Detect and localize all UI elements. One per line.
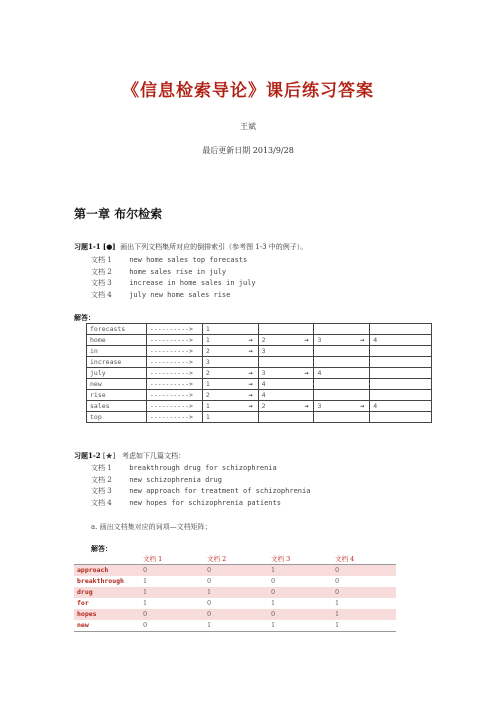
posting-cell <box>258 401 314 412</box>
matrix-cell: 0 <box>140 609 204 620</box>
posting-cell <box>370 346 432 357</box>
posting-cell <box>202 379 258 390</box>
posting-cell <box>370 390 432 401</box>
exercise-prompt: 画出下列文档集所对应的倒排索引（参考图 1-3 中的例子）。 <box>120 243 308 251</box>
posting-doc-id: 2 <box>205 369 210 377</box>
matrix-row <box>74 587 396 598</box>
posting-doc-id: 1 <box>205 413 210 421</box>
matrix-cell: 0 <box>268 609 332 620</box>
exercise-label: 习题1-1 <box>74 242 101 251</box>
doc-line: 文档 4 new hopes for schizophrenia patients <box>91 498 281 507</box>
pointer-arrow: ----------> <box>146 346 202 357</box>
next-posting-arrow-icon: → <box>304 402 309 410</box>
matrix-corner <box>74 553 140 565</box>
posting-doc-id: 3 <box>261 347 266 355</box>
next-posting-arrow-icon: → <box>304 369 309 377</box>
exercise-1-1-docs <box>91 255 256 301</box>
doc-line: 文档 4 july new home sales rise <box>91 290 231 299</box>
next-posting-arrow-icon: → <box>248 347 253 355</box>
matrix-header: 文档 2 <box>204 553 268 565</box>
pointer-arrow: ----------> <box>146 335 202 346</box>
index-row <box>87 412 432 423</box>
posting-cell <box>202 390 258 401</box>
exercise-1-2-docs <box>91 463 310 509</box>
matrix-cell: 0 <box>207 577 212 585</box>
next-posting-arrow-icon: → <box>248 391 253 399</box>
index-row <box>87 379 432 390</box>
exercise-1-2-heading <box>74 451 185 461</box>
difficulty-mark: [★] <box>102 452 116 460</box>
doc-line: 文档 1 breakthrough drug for schizophrenia <box>91 464 277 472</box>
index-term: increase <box>87 357 147 368</box>
matrix-term: for <box>77 599 89 607</box>
posting-doc-id: 4 <box>317 369 322 377</box>
answer-label: 解答： <box>74 313 95 322</box>
matrix-cell: 1 <box>268 565 332 577</box>
matrix-cell: 0 <box>204 565 268 577</box>
posting-doc-id: 3 <box>261 369 266 377</box>
posting-doc-id: 4 <box>373 336 378 344</box>
posting-cell <box>370 335 432 346</box>
posting-cell <box>258 412 314 423</box>
last-updated: 最后更新日期 2013/9/28 <box>202 146 294 155</box>
exercise-label: 习题1-2 <box>74 451 101 460</box>
posting-cell <box>370 357 432 368</box>
matrix-cell: 1 <box>204 620 268 632</box>
posting-doc-id: 3 <box>317 336 322 344</box>
posting-cell <box>314 357 370 368</box>
matrix-cell: 1 <box>268 620 332 632</box>
index-row <box>87 368 432 379</box>
matrix-cell: 0 <box>271 577 276 585</box>
posting-cell <box>202 368 258 379</box>
posting-cell <box>202 357 258 368</box>
posting-cell <box>314 401 370 412</box>
answer-label: 解答： <box>91 544 112 553</box>
pointer-arrow: ----------> <box>146 357 202 368</box>
index-term: top <box>87 412 147 423</box>
exercise-1-1-heading <box>74 242 307 252</box>
matrix-cell: 0 <box>268 587 332 598</box>
matrix-cell: 1 <box>143 599 148 607</box>
matrix-cell: 1 <box>271 599 276 607</box>
matrix-cell: 0 <box>140 565 204 577</box>
matrix-row <box>74 576 396 587</box>
posting-doc-id: 4 <box>261 380 266 388</box>
matrix-cell: 0 <box>207 599 212 607</box>
posting-doc-id: 4 <box>261 391 266 399</box>
posting-cell <box>314 335 370 346</box>
matrix-header: 文档 3 <box>268 553 332 565</box>
matrix-cell: 0 <box>204 609 268 620</box>
doc-line: 文档 2 new schizophrenia drug <box>91 475 222 484</box>
doc-line: 文档 2 home sales rise in july <box>91 267 227 276</box>
posting-cell <box>202 412 258 423</box>
matrix-cell: 0 <box>335 577 340 585</box>
posting-doc-id: 4 <box>373 402 378 410</box>
matrix-cell: 1 <box>332 609 396 620</box>
posting-doc-id: 3 <box>205 358 210 366</box>
doc-line: 文档 3 increase in home sales in july <box>91 279 256 287</box>
next-posting-arrow-icon: → <box>248 336 253 344</box>
posting-doc-id: 1 <box>205 325 210 333</box>
pointer-arrow: ----------> <box>146 401 202 412</box>
matrix-term: drug <box>74 587 140 598</box>
matrix-cell: 1 <box>204 587 268 598</box>
matrix-row <box>74 598 396 609</box>
posting-cell <box>202 401 258 412</box>
posting-cell <box>258 357 314 368</box>
posting-cell <box>370 401 432 412</box>
matrix-cell: 1 <box>335 599 340 607</box>
posting-doc-id: 1 <box>205 402 210 410</box>
posting-cell <box>314 346 370 357</box>
pointer-arrow: ----------> <box>146 390 202 401</box>
matrix-row <box>74 620 396 632</box>
posting-cell <box>258 324 314 335</box>
pointer-arrow: ----------> <box>146 324 202 335</box>
index-term: home <box>87 335 147 346</box>
chapter-heading: 第一章 布尔检索 <box>74 207 163 221</box>
posting-cell <box>370 368 432 379</box>
next-posting-arrow-icon: → <box>304 336 309 344</box>
index-term: july <box>87 368 147 379</box>
matrix-header-row <box>74 553 396 565</box>
index-term: in <box>87 346 147 357</box>
next-posting-arrow-icon: → <box>248 380 253 388</box>
matrix-header: 文档 1 <box>140 553 204 565</box>
pointer-arrow: ----------> <box>146 412 202 423</box>
matrix-term: breakthrough <box>77 577 124 585</box>
posting-cell <box>258 379 314 390</box>
matrix-term: hopes <box>74 609 140 620</box>
index-row <box>87 346 432 357</box>
doc-line: 文档 3 new approach for treatment of schizophrenia <box>91 487 311 495</box>
matrix-cell: 0 <box>140 620 204 632</box>
next-posting-arrow-icon: → <box>248 402 253 410</box>
next-posting-arrow-icon: → <box>360 336 365 344</box>
posting-doc-id: 2 <box>261 336 266 344</box>
index-term: new <box>87 379 147 390</box>
pointer-arrow: ----------> <box>146 368 202 379</box>
matrix-cell: 1 <box>332 620 396 632</box>
index-term: forecasts <box>87 324 147 335</box>
index-row <box>87 324 432 335</box>
posting-doc-id: 2 <box>261 402 266 410</box>
posting-doc-id: 3 <box>317 402 322 410</box>
next-posting-arrow-icon: → <box>248 369 253 377</box>
posting-cell <box>258 335 314 346</box>
posting-cell <box>370 379 432 390</box>
posting-cell <box>370 412 432 423</box>
posting-cell <box>314 379 370 390</box>
matrix-cell: 0 <box>332 565 396 577</box>
posting-doc-id: 1 <box>205 336 210 344</box>
index-term: rise <box>87 390 147 401</box>
matrix-term: new <box>74 620 140 632</box>
index-term: sales <box>87 401 147 412</box>
posting-cell <box>202 346 258 357</box>
next-posting-arrow-icon: → <box>360 402 365 410</box>
index-row <box>87 335 432 346</box>
index-row <box>87 390 432 401</box>
matrix-term: approach <box>74 565 140 577</box>
matrix-row <box>74 565 396 577</box>
term-document-matrix <box>74 553 396 632</box>
posting-cell <box>314 390 370 401</box>
pointer-arrow: ----------> <box>146 379 202 390</box>
posting-cell <box>314 324 370 335</box>
difficulty-mark: [●] <box>102 242 116 251</box>
posting-cell <box>258 368 314 379</box>
doc-line: 文档 1 new home sales top forecasts <box>91 256 248 264</box>
index-row <box>87 357 432 368</box>
matrix-header: 文档 4 <box>332 553 396 565</box>
document-title: 《信息检索导论》课后练习答案 <box>122 81 374 101</box>
inverted-index-table <box>86 323 432 423</box>
exercise-prompt: 考虑如下几篇文档： <box>122 452 186 460</box>
posting-cell <box>202 335 258 346</box>
posting-doc-id: 2 <box>205 391 210 399</box>
matrix-cell: 1 <box>140 587 204 598</box>
index-row <box>87 401 432 412</box>
posting-cell <box>314 412 370 423</box>
sub-question-a: a. 画出文档集对应的词项—文档矩阵； <box>91 523 212 531</box>
matrix-cell: 1 <box>143 577 148 585</box>
posting-cell <box>258 346 314 357</box>
posting-cell <box>202 324 258 335</box>
posting-cell <box>258 390 314 401</box>
matrix-cell: 0 <box>332 587 396 598</box>
posting-cell <box>370 324 432 335</box>
author: 王斌 <box>240 122 256 131</box>
matrix-row <box>74 609 396 620</box>
posting-doc-id: 1 <box>205 380 210 388</box>
posting-cell <box>314 368 370 379</box>
posting-doc-id: 2 <box>205 347 210 355</box>
